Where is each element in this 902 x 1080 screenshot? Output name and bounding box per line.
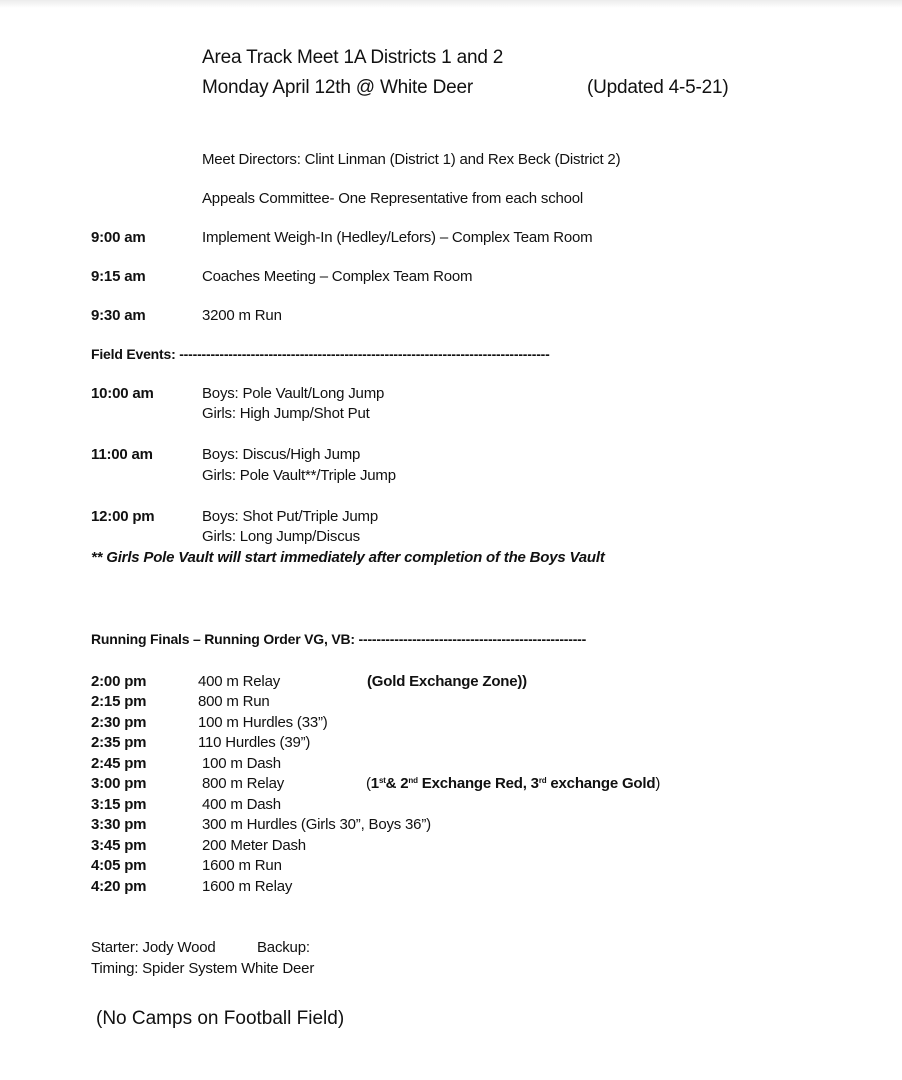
running-event: 800 m Run (198, 693, 270, 710)
field-time: 11:00 am (91, 446, 153, 463)
ordinal-second: & 2 (385, 775, 409, 792)
meet-title: Area Track Meet 1A Districts 1 and 2 (202, 47, 504, 68)
running-time: 4:05 pm (91, 857, 147, 874)
ordinal-first: 1 (370, 775, 379, 792)
running-time: 3:30 pm (91, 816, 147, 833)
relay-exchange-note (366, 775, 660, 792)
running-time: 2:35 pm (91, 734, 147, 751)
running-time: 2:15 pm (91, 693, 147, 710)
exchange-gold-text: exchange Gold (546, 775, 656, 792)
running-time: 3:00 pm (91, 775, 147, 792)
schedule-event: Coaches Meeting – Complex Team Room (202, 268, 473, 285)
running-event: 300 m Hurdles (Girls 30”, Boys 36”) (202, 816, 431, 833)
running-finals-heading: Running Finals – Running Order VG, VB: --------------------------------------------------- (91, 631, 587, 647)
running-event: 200 Meter Dash (202, 837, 306, 854)
exchange-zone-note: (Gold Exchange Zone)) (367, 673, 527, 690)
schedule-time: 9:15 am (91, 268, 146, 285)
field-boys-events: Boys: Pole Vault/Long Jump (202, 385, 385, 402)
exchange-red-text: Exchange Red, 3 (417, 775, 539, 792)
running-event: 1600 m Relay (202, 878, 293, 895)
field-time: 10:00 am (91, 385, 154, 402)
pole-vault-note: ** Girls Pole Vault will start immediately after completion of the Boys Vault (91, 549, 605, 566)
field-girls-events: Girls: High Jump/Shot Put (202, 405, 370, 422)
field-boys-events: Boys: Shot Put/Triple Jump (202, 508, 378, 525)
running-time: 3:15 pm (91, 796, 147, 813)
running-time: 2:00 pm (91, 673, 147, 690)
paren-open: ( (366, 775, 371, 792)
running-event: 400 m Dash (202, 796, 281, 813)
running-event: 100 m Hurdles (33”) (198, 714, 328, 731)
schedule-time: 9:30 am (91, 307, 146, 324)
field-time: 12:00 pm (91, 508, 155, 525)
running-event: 1600 m Run (202, 857, 282, 874)
paren-close: ) (655, 775, 661, 792)
schedule-event: 3200 m Run (202, 307, 282, 324)
running-event: 110 Hurdles (39”) (198, 734, 311, 751)
timing-system: Timing: Spider System White Deer (91, 960, 315, 977)
meet-date-location: Monday April 12th @ White Deer (202, 77, 473, 98)
starter: Starter: Jody Wood (91, 939, 216, 956)
updated-date: (Updated 4-5-21) (587, 77, 729, 98)
footer-note: (No Camps on Football Field) (96, 1008, 345, 1029)
running-time: 2:45 pm (91, 755, 147, 772)
field-events-heading: Field Events: ----------------------------------------------------------------------------------- (91, 346, 550, 362)
running-event: 400 m Relay (198, 673, 281, 690)
ordinal-suffix: st (378, 776, 386, 785)
meet-directors: Meet Directors: Clint Linman (District 1) and Rex Beck (District 2) (202, 151, 621, 168)
running-time: 2:30 pm (91, 714, 147, 731)
running-time: 4:20 pm (91, 878, 147, 895)
ordinal-suffix: rd (538, 776, 547, 785)
schedule-time: 9:00 am (91, 229, 146, 246)
running-event: 100 m Dash (202, 755, 281, 772)
field-boys-events: Boys: Discus/High Jump (202, 446, 361, 463)
running-event: 800 m Relay (202, 775, 285, 792)
ordinal-suffix: nd (408, 776, 418, 785)
backup-starter: Backup: (257, 939, 310, 956)
field-girls-events: Girls: Pole Vault**/Triple Jump (202, 467, 396, 484)
field-girls-events: Girls: Long Jump/Discus (202, 528, 360, 545)
schedule-event: Implement Weigh-In (Hedley/Lefors) – Complex Team Room (202, 229, 593, 246)
top-edge-shadow (0, 0, 902, 8)
appeals-committee: Appeals Committee- One Representative from each school (202, 190, 584, 207)
running-time: 3:45 pm (91, 837, 147, 854)
